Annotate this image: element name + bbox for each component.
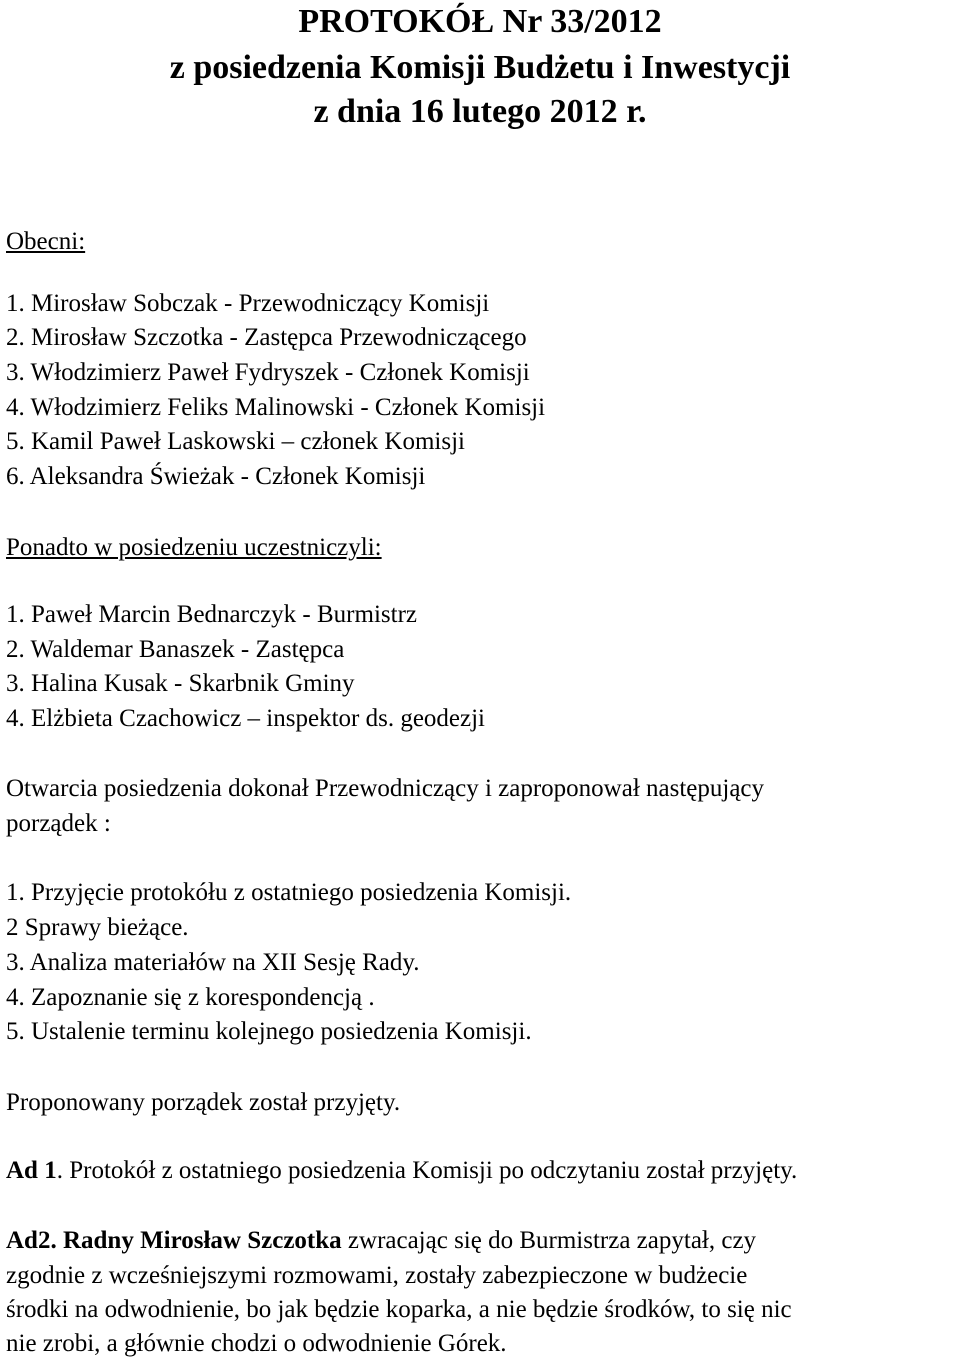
participant-item: 4. Elżbieta Czachowicz – inspektor ds. geodezji <box>6 705 486 732</box>
ad2-text: środki na odwodnienie, bo jak będzie koparka, a nie będzie środków, to się nic <box>6 1296 792 1323</box>
present-item: 1. Mirosław Sobczak - Przewodniczący Komisji <box>6 290 490 317</box>
present-item: 2. Mirosław Szczotka - Zastępca Przewodniczącego <box>6 324 527 351</box>
opening-text: porządek : <box>6 810 111 837</box>
document-title-number: PROTOKÓŁ Nr 33/2012 <box>298 3 662 40</box>
participant-item: 3. Halina Kusak - Skarbnik Gminy <box>6 670 355 697</box>
document-title-date: z dnia 16 lutego 2012 r. <box>313 93 647 130</box>
agenda-item: 4. Zapoznanie się z korespondencją . <box>6 984 375 1011</box>
agenda-accepted-text: Proponowany porządek został przyjęty. <box>6 1089 401 1116</box>
ad1-label: Ad 1 <box>6 1157 57 1184</box>
agenda-item: 5. Ustalenie terminu kolejnego posiedzenia Komisji. <box>6 1018 532 1045</box>
opening-text: Otwarcia posiedzenia dokonał Przewodniczący i zaproponował następujący <box>6 775 765 802</box>
participant-item: 2. Waldemar Banaszek - Zastępca <box>6 636 345 663</box>
ad2-text: zgodnie z wcześniejszymi rozmowami, zostały zabezpieczone w budżecie <box>6 1262 748 1289</box>
present-item: 3. Włodzimierz Paweł Fydryszek - Członek Komisji <box>6 359 530 386</box>
ad1-text: . Protokół z ostatniego posiedzenia Komisji po odczytaniu został przyjęty. <box>56 1157 798 1184</box>
agenda-item: 3. Analiza materiałów na XII Sesję Rady. <box>6 949 420 976</box>
ad2-text: zwracając się do Burmistrza zapytał, czy <box>341 1227 757 1254</box>
ad2-paragraph <box>6 1225 756 1257</box>
ad1-paragraph <box>6 1155 797 1187</box>
agenda-item: 1. Przyjęcie protokółu z ostatniego posiedzenia Komisji. <box>6 879 572 906</box>
present-item: 6. Aleksandra Świeżak - Członek Komisji <box>6 463 426 490</box>
ad2-text: nie zrobi, a głównie chodzi o odwodnienie Górek. <box>6 1330 507 1357</box>
agenda-item: 2 Sprawy bieżące. <box>6 914 189 941</box>
present-heading: Obecni: <box>6 228 86 255</box>
participants-heading: Ponadto w posiedzeniu uczestniczyli: <box>6 534 382 561</box>
present-item: 4. Włodzimierz Feliks Malinowski - Członek Komisji <box>6 394 546 421</box>
participant-item: 1. Paweł Marcin Bednarczyk - Burmistrz <box>6 601 417 628</box>
document-title-committee: z posiedzenia Komisji Budżetu i Inwestycji <box>169 49 791 86</box>
ad2-label: Ad2. Radny Mirosław Szczotka <box>6 1227 342 1254</box>
present-item: 5. Kamil Paweł Laskowski – członek Komisji <box>6 428 465 455</box>
